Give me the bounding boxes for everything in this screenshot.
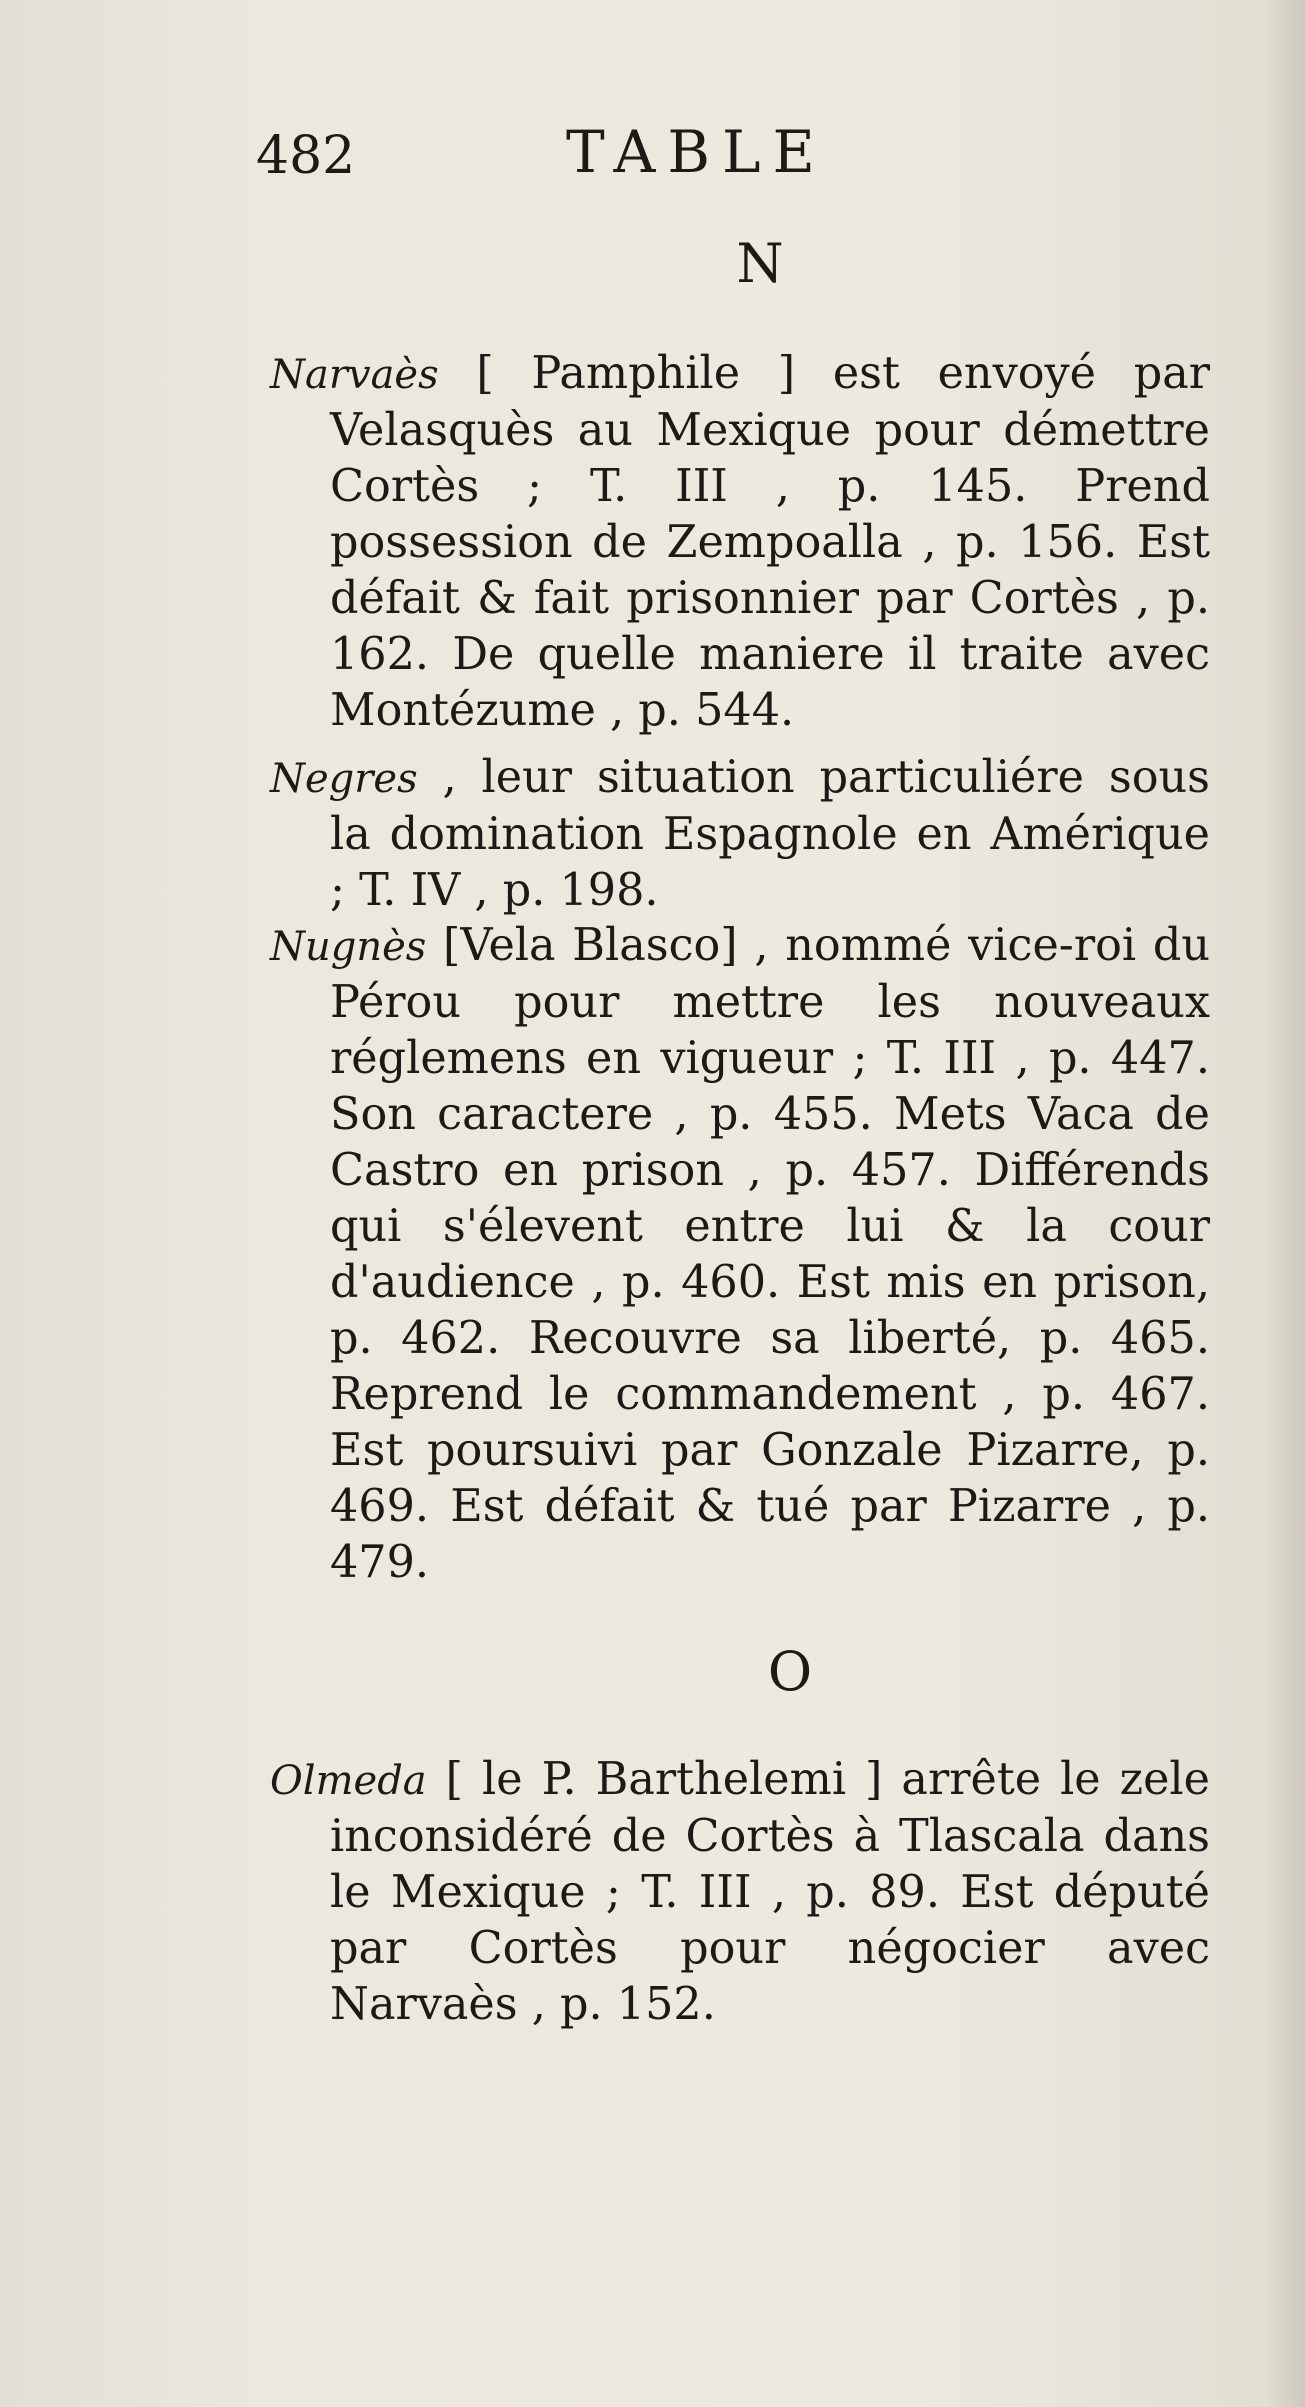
index-entry (270, 346, 1210, 739)
section-letter-n: N (736, 232, 784, 295)
page-edge-shadow (1265, 0, 1305, 2407)
entry-headword: Olmeda (270, 1758, 427, 1804)
index-entry (270, 750, 1210, 919)
entry-headword: Narvaès (270, 352, 439, 398)
page-number: 482 (256, 126, 356, 186)
entry-text: [ Pamphile ] est envoyé par Velasquès au Mexique pour démettre Cortès ; T. III , p. 145. Prend possession de Zempoalla , p. 156. Est défait & fait prisonnier par Cortès , p. 162. De quelle maniere il traite avec Montézume , p. 544. (330, 348, 1210, 736)
entry-headword: Negres (270, 756, 418, 802)
page-header (256, 118, 1156, 188)
index-entry (270, 1752, 1210, 2033)
running-title: TABLE (566, 118, 827, 186)
entry-text: [ le P. Barthelemi ] arrête le zele inconsidéré de Cortès à Tlascala dans le Mexique ; T. III , p. 89. Est député par Cortès pour négocier avec Narvaès , p. 152. (330, 1754, 1210, 2030)
entry-headword: Nugnès (270, 924, 427, 970)
entry-text: [Vela Blasco] , nommé vice-roi du Pérou pour mettre les nouveaux réglemens en vigueur ; T. III , p. 447. Son caractere , p. 455. Mets Vaca de Castro en prison , p. 457. Différends qui s'élevent entre lui & la cour d'audience , p. 460. Est mis en prison, p. 462. Recouvre sa liberté, p. 465. Reprend le commandement , p. 467. Est poursuivi par Gonzale Pizarre, p. 469. Est défait & tué par Pizarre , p. 479. (330, 920, 1210, 1588)
index-entry (270, 918, 1210, 1591)
section-letter-o: O (767, 1640, 813, 1703)
entry-text: , leur situation particuliére sous la domination Espagnole en Amérique ; T. IV , p. 198. (330, 752, 1210, 916)
